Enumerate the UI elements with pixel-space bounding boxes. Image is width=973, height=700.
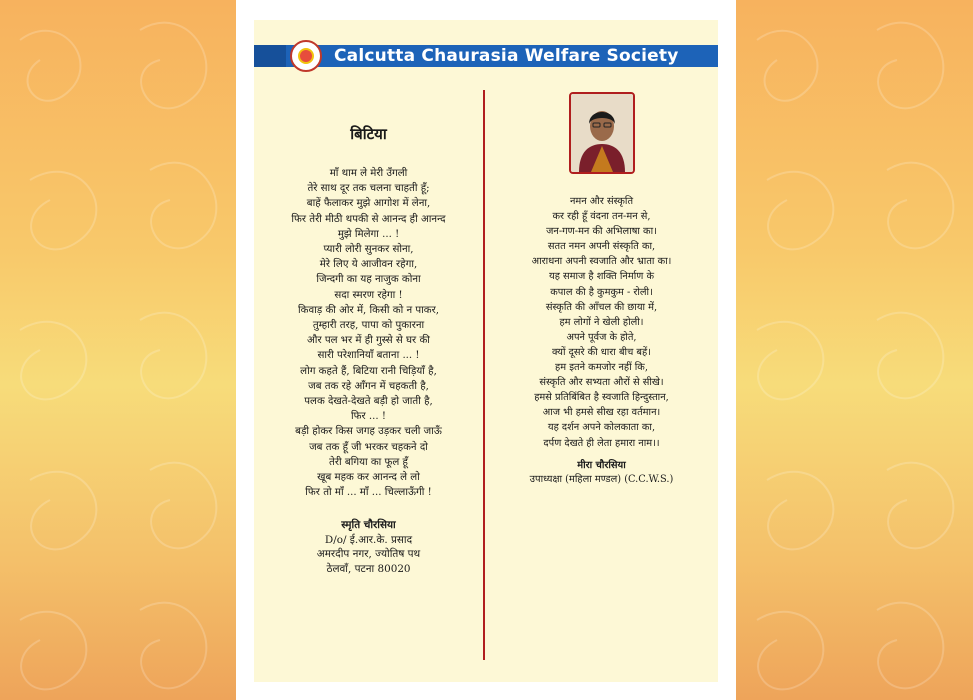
poem-line: फिर तेरी मीठी थपकी से आनन्द ही आनन्द xyxy=(291,213,446,225)
poem-line: प्यारी लोरी सुनकर सोना, xyxy=(323,244,414,256)
society-header xyxy=(254,42,718,70)
poem-line: यह दर्शन अपने कोलकाता का, xyxy=(547,422,656,434)
header-bar-left-accent xyxy=(254,45,286,67)
poem-line: अपने पूर्वज के होते, xyxy=(566,331,637,343)
right-floral-background xyxy=(737,0,973,700)
left-poem xyxy=(254,166,483,500)
author-photo xyxy=(569,92,635,174)
right-signature xyxy=(485,459,718,487)
poem-line: जब तक रहे आँगन में चहकती है, xyxy=(308,380,429,392)
poem-line: सतत नमन अपनी संस्कृति का, xyxy=(547,241,656,253)
author-line-2: अमरदीप नगर, ज्योतिष पथ xyxy=(316,548,421,561)
poem-line: किवाड़ की ओर में, किसी को न पाकर, xyxy=(297,304,440,316)
poem-line: बाहें फैलाकर मुझे आगोश में लेना, xyxy=(306,198,431,210)
poem-line: जब तक हूँ जी भरकर चहकने दो xyxy=(309,441,428,453)
poem-line: बड़ी होकर किस जगह उड़कर चली जाऊँ xyxy=(295,426,442,438)
poem-title: बिटिया xyxy=(350,125,387,143)
poem-line: संस्कृति की आँचल की छाया में, xyxy=(545,301,658,313)
poem-line: तेरी बगिया का फूल हूँ xyxy=(329,456,408,468)
poem-line: संस्कृति और सभ्यता औरों से सीखे। xyxy=(539,377,664,389)
poem-line: हम लोगों ने खेली होली। xyxy=(559,316,644,328)
poem-line: जन-गण-मन की अभिलाषा का। xyxy=(546,226,657,238)
poem-line: फिर तो माँ ... माँ ... चिल्लाऊँगी ! xyxy=(305,487,432,499)
society-logo-icon xyxy=(290,40,322,72)
left-floral-background xyxy=(0,0,236,700)
right-poem xyxy=(485,194,718,451)
magazine-page xyxy=(236,0,736,700)
poem-line: कर रही हूँ वंदना तन-मन से, xyxy=(552,211,651,223)
poem-line: सारी परेशानियाँ बताना ... ! xyxy=(317,350,420,362)
poem-line: हमसे प्रतिबिंबित है स्वजाति हिन्दुस्तान, xyxy=(534,392,669,404)
poem-line: मुझे मिलेगा ... ! xyxy=(337,228,400,240)
poem-line: लोग कहते हैं, बिटिया रानी चिड़ियाँ है, xyxy=(300,365,437,377)
poem-line: माँ थाम ले मेरी उँगली xyxy=(329,168,408,179)
poem-line: फिर ... ! xyxy=(351,411,386,423)
right-author-name: मीरा चौरसिया xyxy=(577,459,626,471)
poem-line: आज भी हमसे सीख रहा वर्तमान। xyxy=(542,407,661,419)
poem-line: और पल भर में ही गुस्से से घर की xyxy=(307,335,430,347)
poem-line: हम इतने कमजोर नहीं कि, xyxy=(555,362,648,374)
poem-line: कपाल की है कुमकुम - रोली। xyxy=(550,286,653,298)
author-portrait-icon xyxy=(571,94,633,172)
right-column xyxy=(485,92,718,487)
society-title: Calcutta Chaurasia Welfare Society xyxy=(334,46,679,66)
poem-line: क्यों दूसरे की धारा बीच बहें। xyxy=(552,346,651,358)
poem-line: यह समाज है शक्ति निर्माण के xyxy=(549,271,654,283)
page-sheet xyxy=(254,20,718,682)
author-name: स्मृति चौरसिया xyxy=(341,519,396,532)
poem-line: सदा स्मरण रहेगा ! xyxy=(334,289,403,301)
poem-line: तुम्हारी तरह, पापा को पुकारना xyxy=(312,320,425,332)
right-author-role: उपाध्यक्षा (महिला मण्डल) (C.C.W.S.) xyxy=(529,473,674,485)
poem-line: आराधना अपनी स्वजाति और भ्राता का। xyxy=(531,256,672,268)
poem-line: दर्पण देखते ही लेता हमारा नाम।। xyxy=(543,437,660,449)
author-line-1: D/o/ ई.आर.के. प्रसाद xyxy=(324,533,413,546)
poem-line: मेरे लिए ये आजीवन रहेगा, xyxy=(319,259,418,271)
poem-line: खूब महक कर आनन्द ले लो xyxy=(317,472,420,484)
poem-line: जिन्दगी का यह नाजुक कोना xyxy=(316,274,421,286)
poem-line: नमन और संस्कृति xyxy=(569,196,634,207)
author-line-3: ठेलवाँ, पटना 80020 xyxy=(326,562,411,575)
poem-line: तेरे साथ दूर तक चलना चाहती हूँ; xyxy=(307,183,430,195)
left-column xyxy=(254,124,483,576)
poem-line: पलक देखते-देखते बड़ी हो जाती है, xyxy=(304,396,433,408)
left-signature xyxy=(254,518,483,576)
